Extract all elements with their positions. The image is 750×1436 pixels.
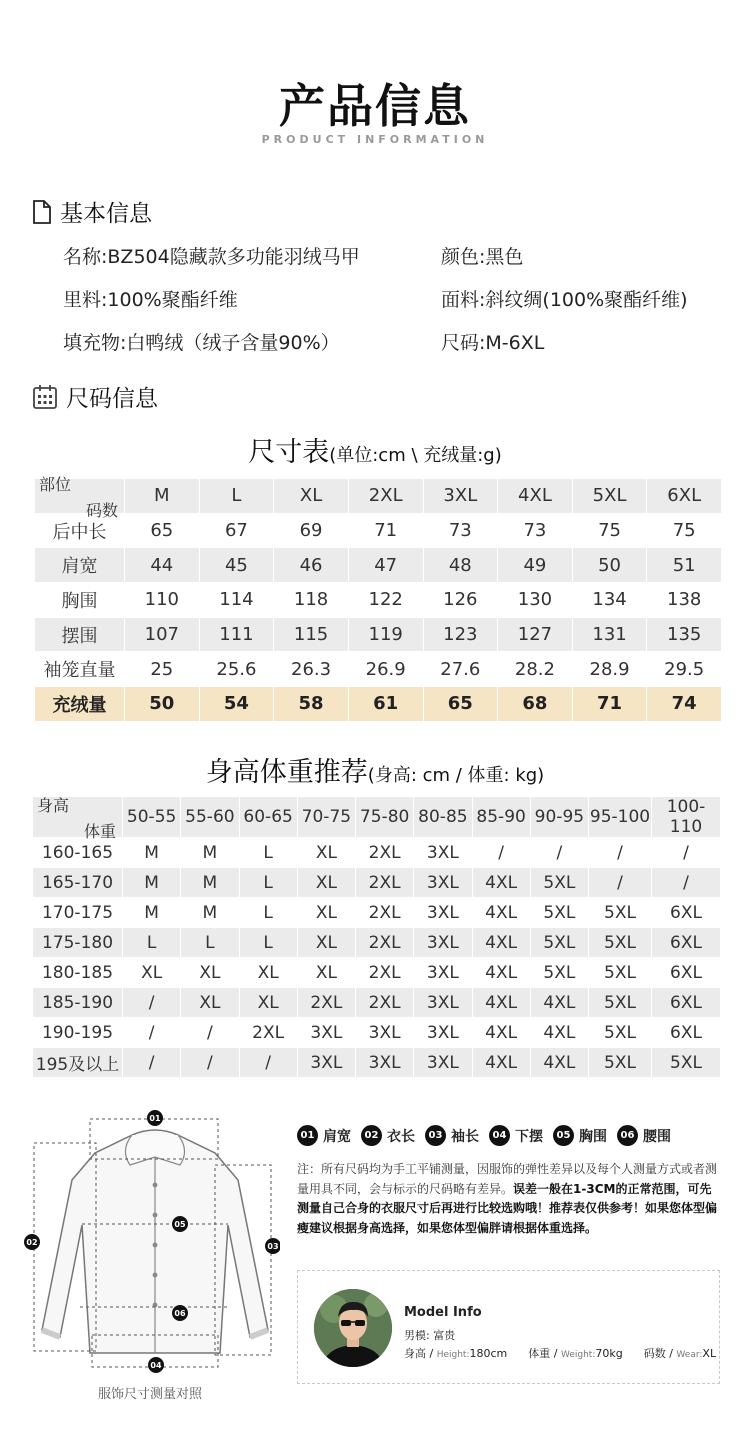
weight-header-cell: 90-95 xyxy=(530,797,588,838)
recommend-table-cell: 5XL xyxy=(589,958,652,988)
recommend-table-row xyxy=(33,868,721,898)
recommend-table-cell: 5XL xyxy=(530,928,588,958)
legend-item xyxy=(489,1125,543,1146)
page-title: 产品信息 xyxy=(279,79,471,133)
recommend-table-cell: / xyxy=(652,868,721,898)
recommend-table-title xyxy=(0,750,750,789)
product-size-range: 尺码:M-6XL xyxy=(441,332,545,354)
recommend-table-cell: / xyxy=(123,1048,181,1078)
size-table-cell: 68 xyxy=(498,687,573,722)
recommend-table-cell: 3XL xyxy=(414,958,472,988)
size-table-cell: 48 xyxy=(423,548,498,583)
recommend-table-cell: 3XL xyxy=(297,1048,355,1078)
recommend-table-cell: L xyxy=(239,838,297,868)
size-table-cell: 122 xyxy=(348,583,423,618)
height-row-label: 170-175 xyxy=(33,898,123,928)
recommend-table-cell: 2XL xyxy=(297,988,355,1018)
height-row-label: 185-190 xyxy=(33,988,123,1018)
page-subtitle: PRODUCT INFORMATION xyxy=(261,133,489,146)
recommend-table-cell: 3XL xyxy=(356,1048,414,1078)
size-table-cell: 131 xyxy=(572,617,647,652)
model-height-label: 身高 / xyxy=(404,1347,434,1360)
product-fabric: 面料:斜纹绸(100%聚酯纤维) xyxy=(441,289,688,311)
size-table-cell: 29.5 xyxy=(647,652,722,687)
corner-part-label: 部位 xyxy=(39,474,72,494)
size-table-cell: 71 xyxy=(572,687,647,722)
size-table-cell: 44 xyxy=(125,548,200,583)
recommend-table-cell: 6XL xyxy=(652,988,721,1018)
recommend-table-cell: 3XL xyxy=(414,868,472,898)
size-table-unit: (单位:cm \ 充绒量:g) xyxy=(329,445,502,466)
size-table-cell: 45 xyxy=(199,548,274,583)
size-table xyxy=(34,474,722,722)
model-info-card xyxy=(297,1270,720,1384)
weight-header-cell: 80-85 xyxy=(414,797,472,838)
legend-badge: 05 xyxy=(553,1125,574,1146)
size-table-title xyxy=(0,430,750,469)
size-header-cell: L xyxy=(199,479,274,514)
height-row-label: 180-185 xyxy=(33,958,123,988)
legend-item xyxy=(425,1125,479,1146)
recommend-table-cell: 4XL xyxy=(472,958,530,988)
recommend-table-cell: / xyxy=(181,1018,239,1048)
recommend-table-cell: XL xyxy=(297,868,355,898)
recommend-table-cell: L xyxy=(239,928,297,958)
size-table-cell: 28.2 xyxy=(498,652,573,687)
size-table-cell: 107 xyxy=(125,617,200,652)
recommend-table-cell: 2XL xyxy=(356,838,414,868)
size-table-cell: 25.6 xyxy=(199,652,274,687)
recommend-table-row xyxy=(33,988,721,1018)
recommend-table-cell: / xyxy=(181,1048,239,1078)
size-table-row xyxy=(35,513,722,548)
marker-05: 05 xyxy=(174,1220,186,1229)
size-table-cell: 115 xyxy=(274,617,349,652)
recommend-table-cell: 5XL xyxy=(589,1018,652,1048)
model-height-value: 180cm xyxy=(469,1347,508,1360)
size-table-cell: 114 xyxy=(199,583,274,618)
recommend-table-cell: 4XL xyxy=(472,868,530,898)
size-table-cell: 135 xyxy=(647,617,722,652)
marker-04: 04 xyxy=(150,1361,162,1370)
size-row-label: 充绒量 xyxy=(35,687,125,722)
size-header-cell: 2XL xyxy=(348,479,423,514)
recommend-table-cell: 3XL xyxy=(356,1018,414,1048)
size-table-cell: 51 xyxy=(647,548,722,583)
size-table-header-row xyxy=(35,479,722,514)
model-weight-value: 70kg xyxy=(595,1347,623,1360)
recommend-table-cell: 5XL xyxy=(589,1048,652,1078)
size-table-row xyxy=(35,652,722,687)
recommend-table-row xyxy=(33,838,721,868)
size-row-label: 胸围 xyxy=(35,583,125,618)
recommend-table-cell: 4XL xyxy=(530,1018,588,1048)
recommend-table-row xyxy=(33,1048,721,1078)
size-header-cell: 5XL xyxy=(572,479,647,514)
recommend-table-cell: XL xyxy=(239,988,297,1018)
recommend-table-cell: 3XL xyxy=(414,928,472,958)
recommend-table-cell: L xyxy=(181,928,239,958)
product-filling: 填充物:白鸭绒（绒子含量90%） xyxy=(63,332,340,354)
recommend-table-cell: M xyxy=(123,838,181,868)
legend-badge: 02 xyxy=(361,1125,382,1146)
recommend-table-cell: 5XL xyxy=(530,868,588,898)
recommend-table-row xyxy=(33,898,721,928)
size-table-row xyxy=(35,583,722,618)
recommend-table-cell: 5XL xyxy=(589,898,652,928)
legend-badge: 04 xyxy=(489,1125,510,1146)
size-table-cell: 73 xyxy=(498,513,573,548)
size-table-cell: 73 xyxy=(423,513,498,548)
size-table-cell: 138 xyxy=(647,583,722,618)
recommend-table-cell: 4XL xyxy=(472,1048,530,1078)
legend-badge: 06 xyxy=(617,1125,638,1146)
legend-item xyxy=(553,1125,607,1146)
size-table-cell: 69 xyxy=(274,513,349,548)
size-table-cell: 71 xyxy=(348,513,423,548)
size-table-cell: 49 xyxy=(498,548,573,583)
model-weight-label: 体重 / xyxy=(528,1347,558,1360)
weight-header-cell: 95-100 xyxy=(589,797,652,838)
size-table-cell: 127 xyxy=(498,617,573,652)
legend-label: 肩宽 xyxy=(323,1128,351,1145)
recommend-table-cell: XL xyxy=(239,958,297,988)
size-table-cell: 28.9 xyxy=(572,652,647,687)
recommend-table-cell: 2XL xyxy=(356,898,414,928)
product-color: 颜色:黑色 xyxy=(441,246,524,268)
size-table-cell: 50 xyxy=(572,548,647,583)
recommend-table-cell: 2XL xyxy=(356,988,414,1018)
size-table-cell: 26.3 xyxy=(274,652,349,687)
measurement-note xyxy=(297,1160,723,1238)
height-row-label: 190-195 xyxy=(33,1018,123,1048)
recommend-table-cell: / xyxy=(589,868,652,898)
size-row-label: 肩宽 xyxy=(35,548,125,583)
recommend-table-cell: 3XL xyxy=(414,988,472,1018)
size-table-cell: 130 xyxy=(498,583,573,618)
recommend-table-cell: 4XL xyxy=(472,898,530,928)
size-info-heading xyxy=(32,380,158,413)
note-normal-text: 注：所有尺码均为手工平铺测量，因服饰的弹性差异以及每个人测量方式或者测量用具不同，会与标示的尺码略有差异。 xyxy=(297,1162,718,1196)
weight-header-cell: 50-55 xyxy=(123,797,181,838)
recommend-table-cell: XL xyxy=(297,838,355,868)
size-row-label: 后中长 xyxy=(35,513,125,548)
size-table-cell: 126 xyxy=(423,583,498,618)
recommend-table-cell: 5XL xyxy=(652,1048,721,1078)
recommend-table-cell: L xyxy=(123,928,181,958)
corner-weight-label: 体重 xyxy=(83,822,116,841)
weight-header-cell: 75-80 xyxy=(356,797,414,838)
recommend-table-cell: XL xyxy=(123,958,181,988)
size-table-corner xyxy=(35,474,125,520)
size-table-cell: 119 xyxy=(348,617,423,652)
size-table-cell: 46 xyxy=(274,548,349,583)
note-bold-text: 误差一般在1-3CM的正常范围，可先测量自己合身的衣服尺寸后再进行比较选购哦！推荐表仅供参考！如果您体型偏瘦建议根据身高选择，如果您体型偏胖请根据体重选择。 xyxy=(297,1181,718,1235)
marker-02: 02 xyxy=(26,1238,38,1247)
recommend-table-cell: 3XL xyxy=(297,1018,355,1048)
recommend-table-cell: 6XL xyxy=(652,1018,721,1048)
legend-item xyxy=(617,1125,671,1146)
recommend-table-cell: 5XL xyxy=(530,898,588,928)
size-table-cell: 110 xyxy=(125,583,200,618)
product-name: 名称:BZ504隐藏款多功能羽绒马甲 xyxy=(63,246,360,268)
size-header-cell: 3XL xyxy=(423,479,498,514)
recommend-table-cell: 3XL xyxy=(414,838,472,868)
recommend-table-cell: 5XL xyxy=(589,928,652,958)
recommend-table-cell: 4XL xyxy=(530,988,588,1018)
size-table-cell: 50 xyxy=(125,687,200,722)
size-header-cell: 4XL xyxy=(498,479,573,514)
recommend-table-cell: 2XL xyxy=(239,1018,297,1048)
recommend-table-cell: / xyxy=(239,1048,297,1078)
recommend-table-cell: / xyxy=(123,1018,181,1048)
size-header-cell: XL xyxy=(274,479,349,514)
basic-info-heading xyxy=(32,195,152,228)
recommend-table-cell: / xyxy=(472,838,530,868)
weight-header-cell: 60-65 xyxy=(239,797,297,838)
weight-header-cell: 85-90 xyxy=(472,797,530,838)
recommend-table-cell: M xyxy=(181,838,239,868)
size-table-cell: 74 xyxy=(647,687,722,722)
product-lining: 里料:100%聚酯纤维 xyxy=(63,289,238,311)
document-icon xyxy=(32,200,52,224)
size-table-row xyxy=(35,687,722,722)
size-header-cell: M xyxy=(125,479,200,514)
recommend-table-cell: / xyxy=(123,988,181,1018)
model-wear-value: XL xyxy=(702,1347,717,1360)
recommend-table-cell: 6XL xyxy=(652,898,721,928)
size-row-label: 袖笼直量 xyxy=(35,652,125,687)
measurement-legend xyxy=(297,1125,671,1146)
model-weight-en: Weight: xyxy=(560,1350,596,1360)
basic-info-title: 基本信息 xyxy=(60,201,152,227)
size-table-row xyxy=(35,548,722,583)
height-row-label: 195及以上 xyxy=(33,1048,123,1078)
size-table-cell: 75 xyxy=(572,513,647,548)
recommend-table-row xyxy=(33,958,721,988)
model-name-line xyxy=(404,1327,455,1343)
recommend-table-cell: / xyxy=(652,838,721,868)
model-height-en: Height: xyxy=(436,1350,470,1360)
recommend-table-cell: L xyxy=(239,898,297,928)
size-table-cell: 25 xyxy=(125,652,200,687)
legend-label: 下摆 xyxy=(515,1128,543,1145)
model-wear-label: 码数 / xyxy=(643,1347,673,1360)
model-avatar xyxy=(314,1289,392,1367)
recommend-table-row xyxy=(33,928,721,958)
legend-item xyxy=(297,1125,351,1146)
model-info-title: Model Info xyxy=(404,1305,482,1320)
recommend-table-cell: XL xyxy=(181,958,239,988)
recommend-table-cell: M xyxy=(181,898,239,928)
recommend-table-cell: 2XL xyxy=(356,928,414,958)
size-table-cell: 47 xyxy=(348,548,423,583)
size-table-cell: 65 xyxy=(423,687,498,722)
size-table-title-text: 尺寸表 xyxy=(248,437,330,468)
model-stats-line xyxy=(404,1345,716,1361)
model-name-label: 男模: xyxy=(404,1329,430,1342)
recommend-table-cell: 3XL xyxy=(414,1018,472,1048)
legend-item xyxy=(361,1125,415,1146)
recommend-table-cell: / xyxy=(589,838,652,868)
recommend-title-text: 身高体重推荐 xyxy=(205,757,368,788)
recommend-table-cell: 2XL xyxy=(356,868,414,898)
size-table-cell: 75 xyxy=(647,513,722,548)
legend-label: 衣长 xyxy=(387,1128,415,1145)
size-table-cell: 54 xyxy=(199,687,274,722)
marker-01: 01 xyxy=(149,1114,161,1123)
legend-label: 袖长 xyxy=(451,1128,479,1145)
size-info-title: 尺码信息 xyxy=(66,386,158,412)
weight-header-cell: 70-75 xyxy=(297,797,355,838)
size-table-cell: 58 xyxy=(274,687,349,722)
height-row-label: 175-180 xyxy=(33,928,123,958)
calendar-icon xyxy=(32,384,58,410)
size-table-cell: 111 xyxy=(199,617,274,652)
recommend-table-cell: 5XL xyxy=(530,958,588,988)
size-table-cell: 123 xyxy=(423,617,498,652)
recommend-table-cell: XL xyxy=(297,958,355,988)
recommend-table-cell: M xyxy=(123,898,181,928)
model-wear-en: Wear: xyxy=(676,1350,703,1360)
corner-height-label: 身高 xyxy=(37,796,70,815)
size-table-cell: 118 xyxy=(274,583,349,618)
recommend-table-cell: 3XL xyxy=(414,898,472,928)
height-row-label: 160-165 xyxy=(33,838,123,868)
recommend-table-cell: 3XL xyxy=(414,1048,472,1078)
legend-badge: 01 xyxy=(297,1125,318,1146)
size-header-cell: 6XL xyxy=(647,479,722,514)
garment-measurement-diagram xyxy=(20,1105,280,1375)
legend-label: 腰围 xyxy=(643,1128,671,1145)
size-row-label: 摆围 xyxy=(35,617,125,652)
recommend-table-cell: 2XL xyxy=(356,958,414,988)
corner-size-label: 码数 xyxy=(85,500,118,520)
recommend-table-row xyxy=(33,1018,721,1048)
size-table-cell: 65 xyxy=(125,513,200,548)
recommend-table-cell: M xyxy=(123,868,181,898)
recommend-table-cell: L xyxy=(239,868,297,898)
recommend-table-cell: XL xyxy=(181,988,239,1018)
recommend-table-cell: M xyxy=(181,868,239,898)
legend-badge: 03 xyxy=(425,1125,446,1146)
recommend-table-cell: 6XL xyxy=(652,928,721,958)
size-table-cell: 67 xyxy=(199,513,274,548)
weight-header-cell: 100-110 xyxy=(652,797,721,838)
recommend-table-cell: 4XL xyxy=(472,988,530,1018)
recommend-table xyxy=(32,796,721,1078)
recommend-table-cell: / xyxy=(530,838,588,868)
size-table-cell: 27.6 xyxy=(423,652,498,687)
recommend-table-cell: 6XL xyxy=(652,958,721,988)
recommend-table-corner xyxy=(33,796,123,841)
weight-header-cell: 55-60 xyxy=(181,797,239,838)
height-row-label: 165-170 xyxy=(33,868,123,898)
size-table-cell: 61 xyxy=(348,687,423,722)
recommend-unit: (身高: cm / 体重: kg) xyxy=(367,765,545,786)
diagram-caption: 服饰尺寸测量对照 xyxy=(97,1387,202,1402)
marker-03: 03 xyxy=(267,1242,279,1251)
recommend-table-cell: XL xyxy=(297,898,355,928)
model-name-value: 富贵 xyxy=(433,1329,456,1342)
recommend-table-cell: 4XL xyxy=(472,928,530,958)
recommend-table-cell: 4XL xyxy=(530,1048,588,1078)
size-table-cell: 26.9 xyxy=(348,652,423,687)
recommend-header-row xyxy=(33,797,721,838)
recommend-table-cell: 5XL xyxy=(589,988,652,1018)
marker-06: 06 xyxy=(174,1309,186,1318)
size-table-cell: 134 xyxy=(572,583,647,618)
recommend-table-cell: XL xyxy=(297,928,355,958)
legend-label: 胸围 xyxy=(579,1128,607,1145)
size-table-row xyxy=(35,617,722,652)
recommend-table-cell: 4XL xyxy=(472,1018,530,1048)
